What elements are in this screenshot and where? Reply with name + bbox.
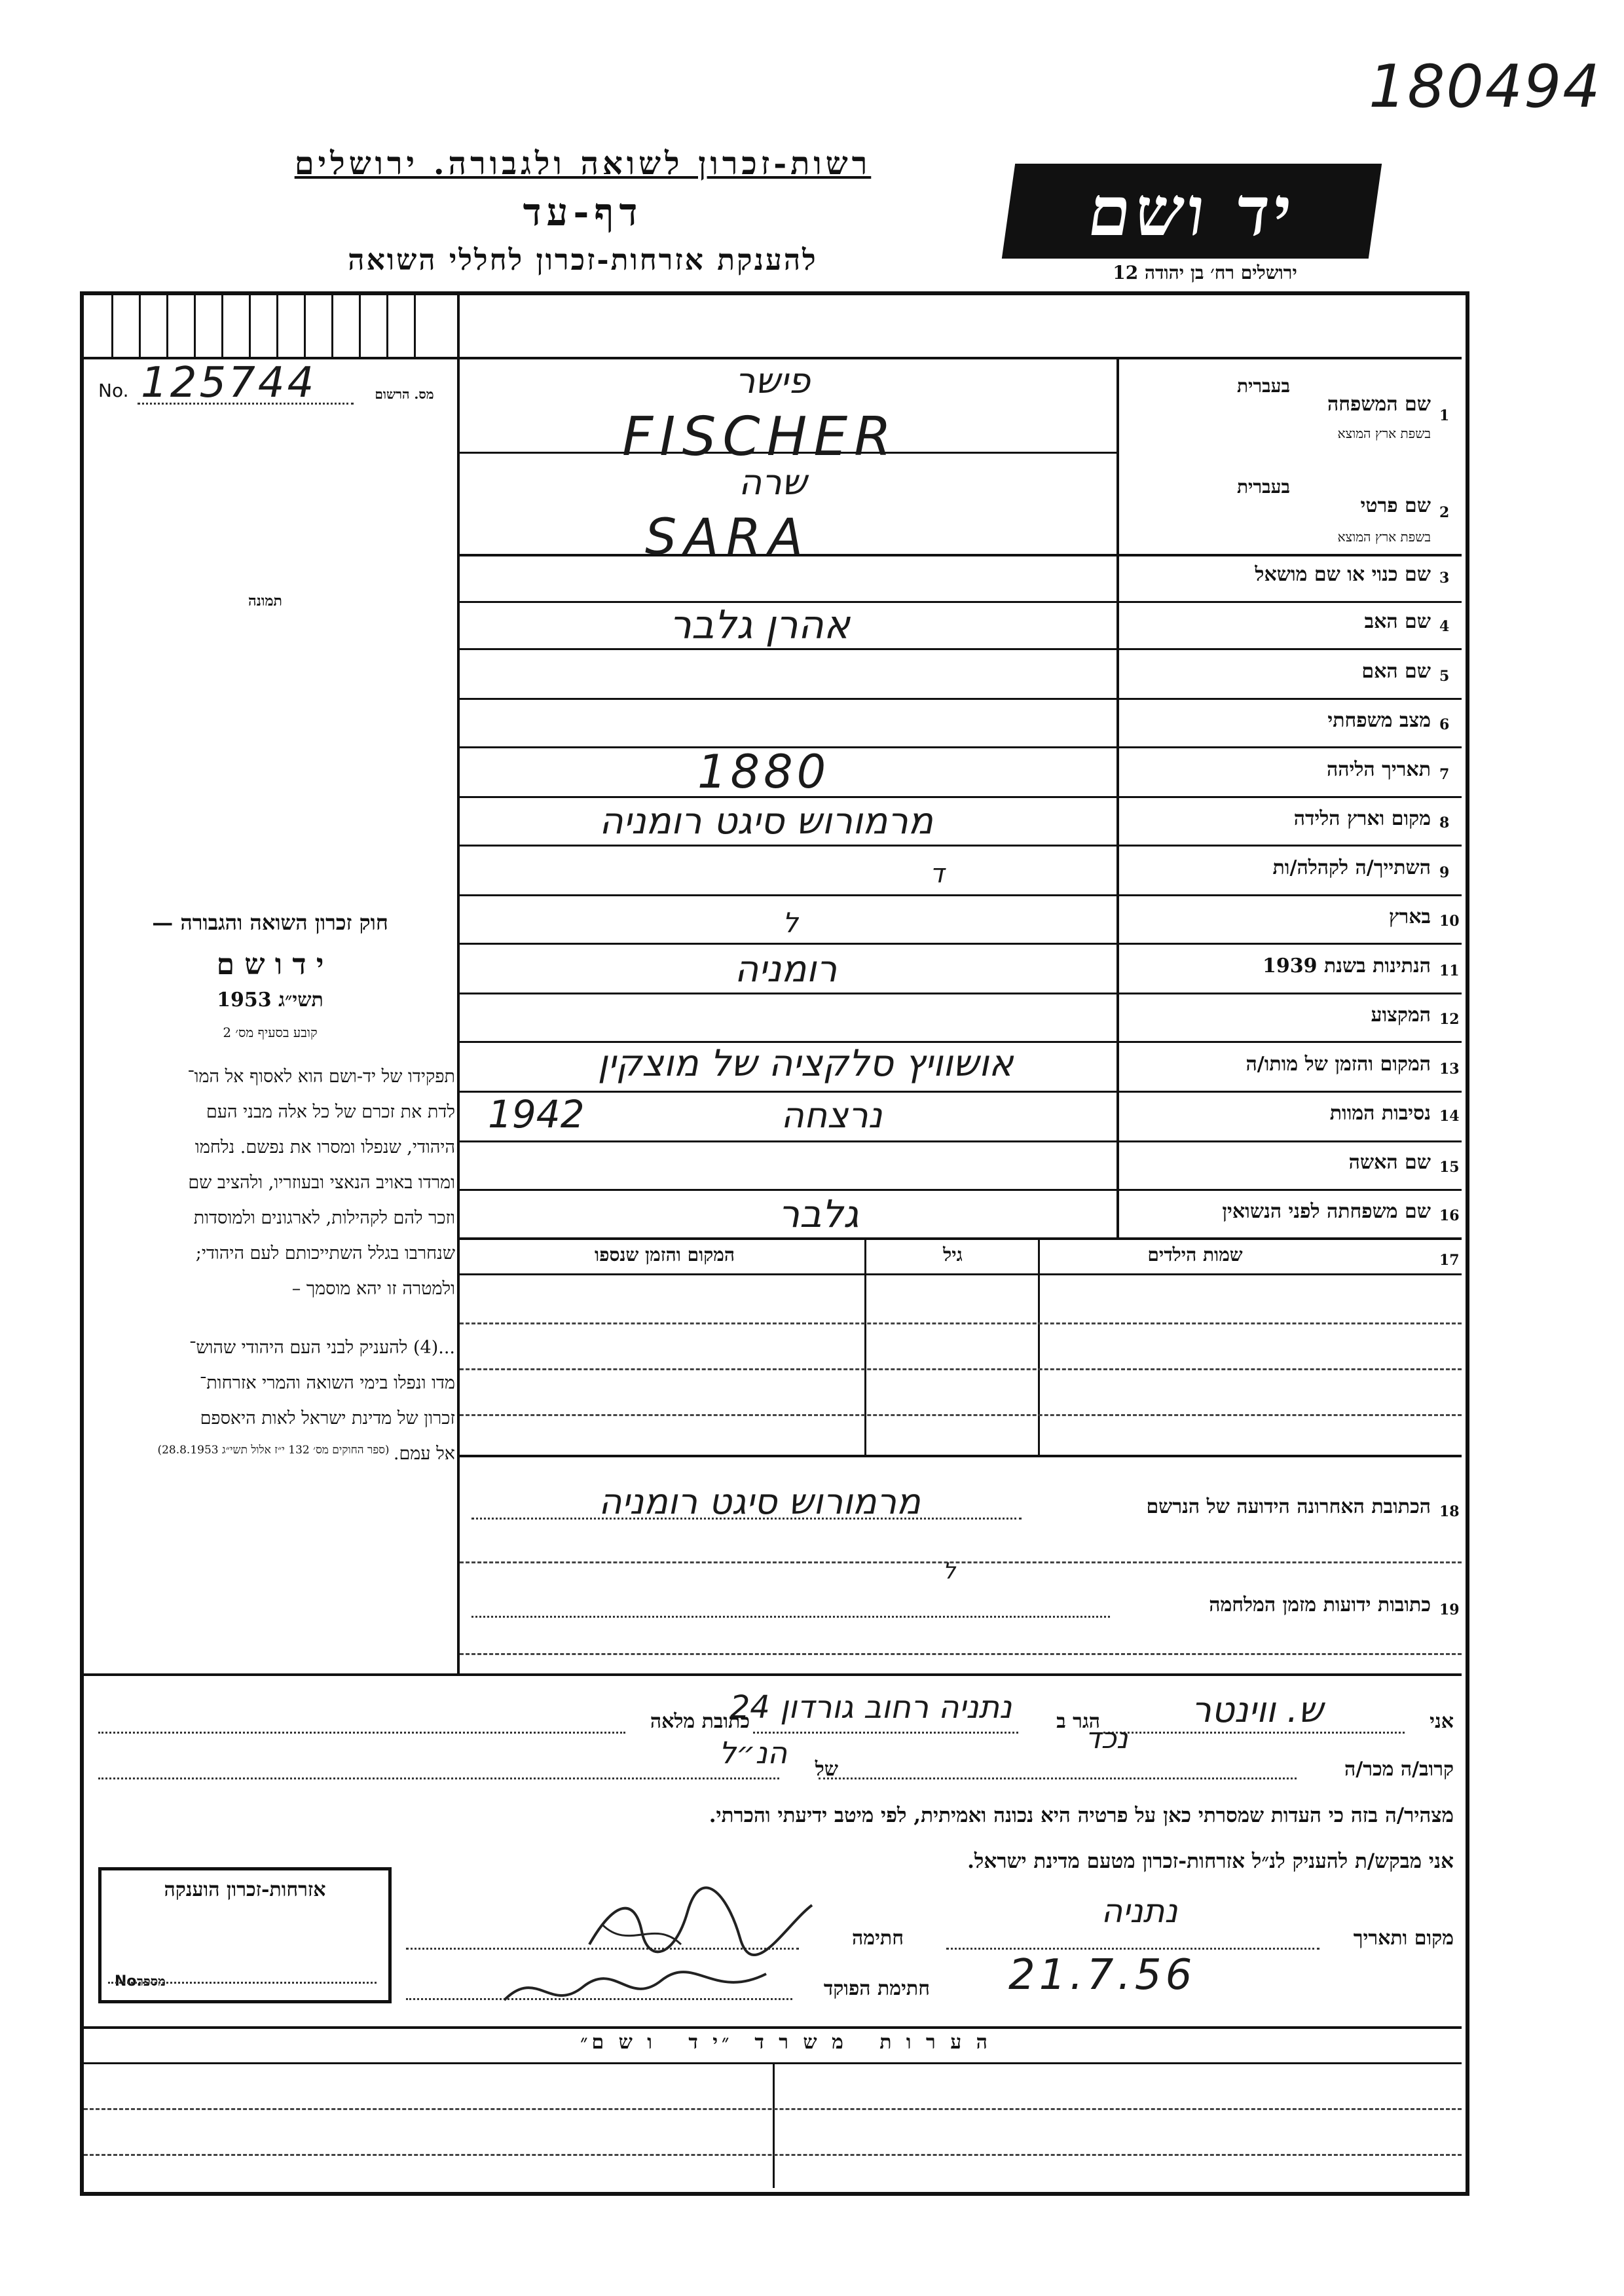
law-line: אל עמם. — [393, 1444, 455, 1464]
children-header-age: גיל — [943, 1244, 963, 1266]
field-label-wartime-addresses: כתובות ידועות מזמן המלחמה — [1209, 1594, 1431, 1616]
field-label-family-name: שם המשפחה — [1327, 393, 1431, 416]
field-label-wife-name: שם האשה — [1348, 1151, 1431, 1174]
form-subtitle: להענקת אזרחות-זכרון לחללי השואה — [348, 244, 818, 277]
law-line: מדו ונפלו בימי השואה והמרי אזרחות־ — [199, 1373, 455, 1393]
field-sub-origin: בשפת ארץ המוצא — [1337, 426, 1431, 441]
law-line: ומרדו באויב הנאצי ובעוזריו, ולהציב שם — [188, 1173, 455, 1193]
authority-line: רשות-זכרון לשואה ולגבורה. ירושלים — [294, 145, 872, 182]
registration-number: 125744 — [141, 359, 317, 407]
grant-number-label: מספר — [137, 1973, 166, 1989]
declarant-i-label: אני — [1430, 1710, 1454, 1733]
field-sub-origin: בשפת ארץ המוצא — [1337, 529, 1431, 545]
field-label-mother-name: שם האם — [1361, 660, 1431, 683]
wartime-address-value: ל — [943, 1558, 956, 1584]
field-label-marital-status: מצב משפחתי — [1327, 709, 1431, 732]
field-number: 18 — [1439, 1503, 1460, 1520]
first-name-hebrew: שרה — [738, 462, 807, 503]
signature-label: חתימה — [852, 1927, 904, 1950]
resides-value: נתניה רחוב גורדון 24 — [729, 1689, 1012, 1726]
field-number: 14 — [1439, 1108, 1460, 1125]
field-number: 4 — [1439, 618, 1450, 635]
law-line: זכרון של מדינת ישראל לאות היאספם — [200, 1408, 455, 1429]
field-number: 2 — [1439, 504, 1450, 521]
law-name: חוק זכרון השואה והגבורה — — [152, 910, 388, 935]
maiden-name-value: גלבר — [778, 1192, 859, 1236]
date-value: 21.7.56 — [1008, 1951, 1196, 1999]
photo-label: תמונה — [248, 592, 282, 610]
grant-box — [98, 1867, 392, 2003]
field-label-nickname: שם כנוי או שם מושאל — [1255, 563, 1431, 586]
field-label-country: בארץ — [1388, 905, 1431, 928]
field-number: 7 — [1439, 766, 1450, 783]
field-number: 10 — [1439, 913, 1460, 930]
field-number: 19 — [1439, 1601, 1460, 1618]
family-name-hebrew: פישר — [735, 360, 811, 401]
relative-value: נכד — [1085, 1722, 1128, 1755]
declarant-name-value: ש. ווינטר — [1191, 1689, 1323, 1730]
signature-scribble-icon — [498, 1961, 773, 2020]
citizenship-value: רומניה — [734, 948, 838, 991]
field-sub-hebrew: בעברית — [1236, 375, 1290, 397]
statement-truth: מצהיר/ה בזה כי העדות שמסרתי כאן על פרטיה היא נכונה ואמיתית, לפי מיטב ידיעתי והכרתי. — [709, 1804, 1454, 1827]
field-label-community: השתייך/ה לקהלה/ות — [1272, 856, 1431, 879]
community-value: ד — [930, 859, 944, 889]
field-number: 17 — [1439, 1252, 1460, 1269]
field-label-birthplace: מקום וארץ הלידה — [1293, 807, 1431, 830]
field-number: 11 — [1439, 962, 1460, 979]
field-number: 15 — [1439, 1159, 1460, 1176]
law-line: ...(4) להעניק לבני העם היהודי שהוש־ — [189, 1338, 455, 1358]
relative-label: קרוב/ה מכר/ה — [1344, 1758, 1454, 1781]
place-value: נתניה — [1101, 1892, 1178, 1930]
law-line: תפקידו של יד-ושם הוא לאסוף אל המו־ — [187, 1066, 455, 1087]
law-line: וזכר להם לקהילות, לארגונים ולמוסדות — [193, 1208, 455, 1228]
family-name-origin: FISCHER — [622, 406, 898, 468]
form-title: דף-עד — [523, 190, 643, 234]
full-address-label: כתובת מלאה — [650, 1710, 750, 1733]
law-citation: (ספר החוקים מס׳ 132 י״ז אלול תשי״ג 28.8.1953) — [157, 1444, 390, 1457]
death-circumstances-value: נרצחה — [781, 1095, 883, 1136]
law-org-name: י ד ו ש ם — [216, 948, 324, 981]
official-signature-label: חתימת הפוקד — [823, 1977, 930, 2000]
law-clause-ref: קובע בסעיף מס׳ 2 — [223, 1025, 318, 1040]
of-label: של — [815, 1758, 838, 1781]
grant-box-title: אזרחות-זכרון הוענקה — [164, 1878, 326, 1901]
field-label-death-circumstances: נסיבות המוות — [1329, 1102, 1431, 1125]
law-line: שנחרבו בגלל השתייכותם לעם היהודי; — [195, 1243, 455, 1264]
first-name-origin: SARA — [645, 507, 811, 566]
resides-label: הגר ב — [1056, 1710, 1100, 1733]
official-signature — [498, 1961, 773, 2020]
place-date-label: מקום ותאריך — [1353, 1927, 1454, 1950]
father-name-value: אהרן גלבר — [669, 602, 850, 648]
law-line: היהודי, שנפלו ומסרו את נפשם. נלחמו — [194, 1137, 455, 1157]
law-line: לדת את זכרם של כל אלה מבני העם — [206, 1102, 455, 1122]
field-number: 3 — [1439, 570, 1450, 587]
field-number: 1 — [1439, 407, 1450, 424]
yad-vashem-logo — [1002, 164, 1382, 259]
children-header-place-time: המקום והזמן שנספו — [595, 1244, 735, 1266]
field-label-birth-date: תאריך הליהה — [1326, 758, 1431, 781]
statement-request: אני מבקש/ת להעניק לנ״ל אזרחות-זכרון מטעם מדינת ישראל. — [967, 1850, 1454, 1873]
registration-no-prefix: No. — [98, 380, 129, 401]
last-address-value: מרמורוש סיגט רומניה — [599, 1481, 921, 1522]
country-value: ל — [783, 907, 798, 939]
field-label-last-address: הכתובת האחרונה הידועה של הנרשם — [1146, 1495, 1431, 1518]
grant-no-label: No. — [115, 1973, 142, 1990]
logo-address: ירושלים רח׳ בן יהודה 12 — [1113, 262, 1297, 283]
field-sub-hebrew: בעברית — [1236, 476, 1290, 498]
field-number: 16 — [1439, 1207, 1460, 1224]
field-label-place-time-death: המקום והזמן של מותו/ה — [1246, 1053, 1431, 1076]
registration-label: מס. הרשום — [375, 386, 434, 402]
field-number: 13 — [1439, 1061, 1460, 1078]
field-number: 12 — [1439, 1011, 1460, 1028]
declarant-signature — [576, 1886, 825, 1964]
archive-number: 180494 — [1369, 52, 1602, 121]
field-label-maiden-name: שם משפחתה לפני הנשואין — [1222, 1200, 1431, 1223]
law-year: תשי״ג 1953 — [217, 989, 323, 1011]
field-label-first-name: שם פרטי — [1360, 494, 1431, 517]
field-label-profession: המקצוע — [1371, 1004, 1431, 1027]
place-time-death-value: אושוויץ סלקציה של מוצקין — [597, 1042, 1014, 1085]
field-number: 9 — [1439, 864, 1450, 881]
of-value: הנ״ל — [718, 1735, 788, 1770]
field-label-father-name: שם האב — [1364, 610, 1431, 633]
children-header-names: שמות הילדים — [1147, 1244, 1243, 1266]
field-number: 5 — [1439, 668, 1450, 685]
signature-scribble-icon — [576, 1886, 825, 1964]
law-text — [92, 1059, 455, 1472]
field-number: 6 — [1439, 716, 1450, 733]
field-label-citizenship-1939: הנתינות בשנת 1939 — [1262, 955, 1431, 977]
law-line: ולמטרה זו יהא מוסמך – — [291, 1279, 455, 1299]
death-year-value: 1942 — [488, 1092, 585, 1137]
birthplace-value: מרמורוש סיגט רומניה — [599, 800, 933, 843]
birth-date-value: 1880 — [697, 745, 830, 799]
logo-text: יד ושם — [1083, 171, 1301, 251]
field-number: 8 — [1439, 814, 1450, 831]
office-notes-title: ה ע ר ו ת מ ש ר ד ״י ד ו ש ם״ — [580, 2031, 991, 2054]
